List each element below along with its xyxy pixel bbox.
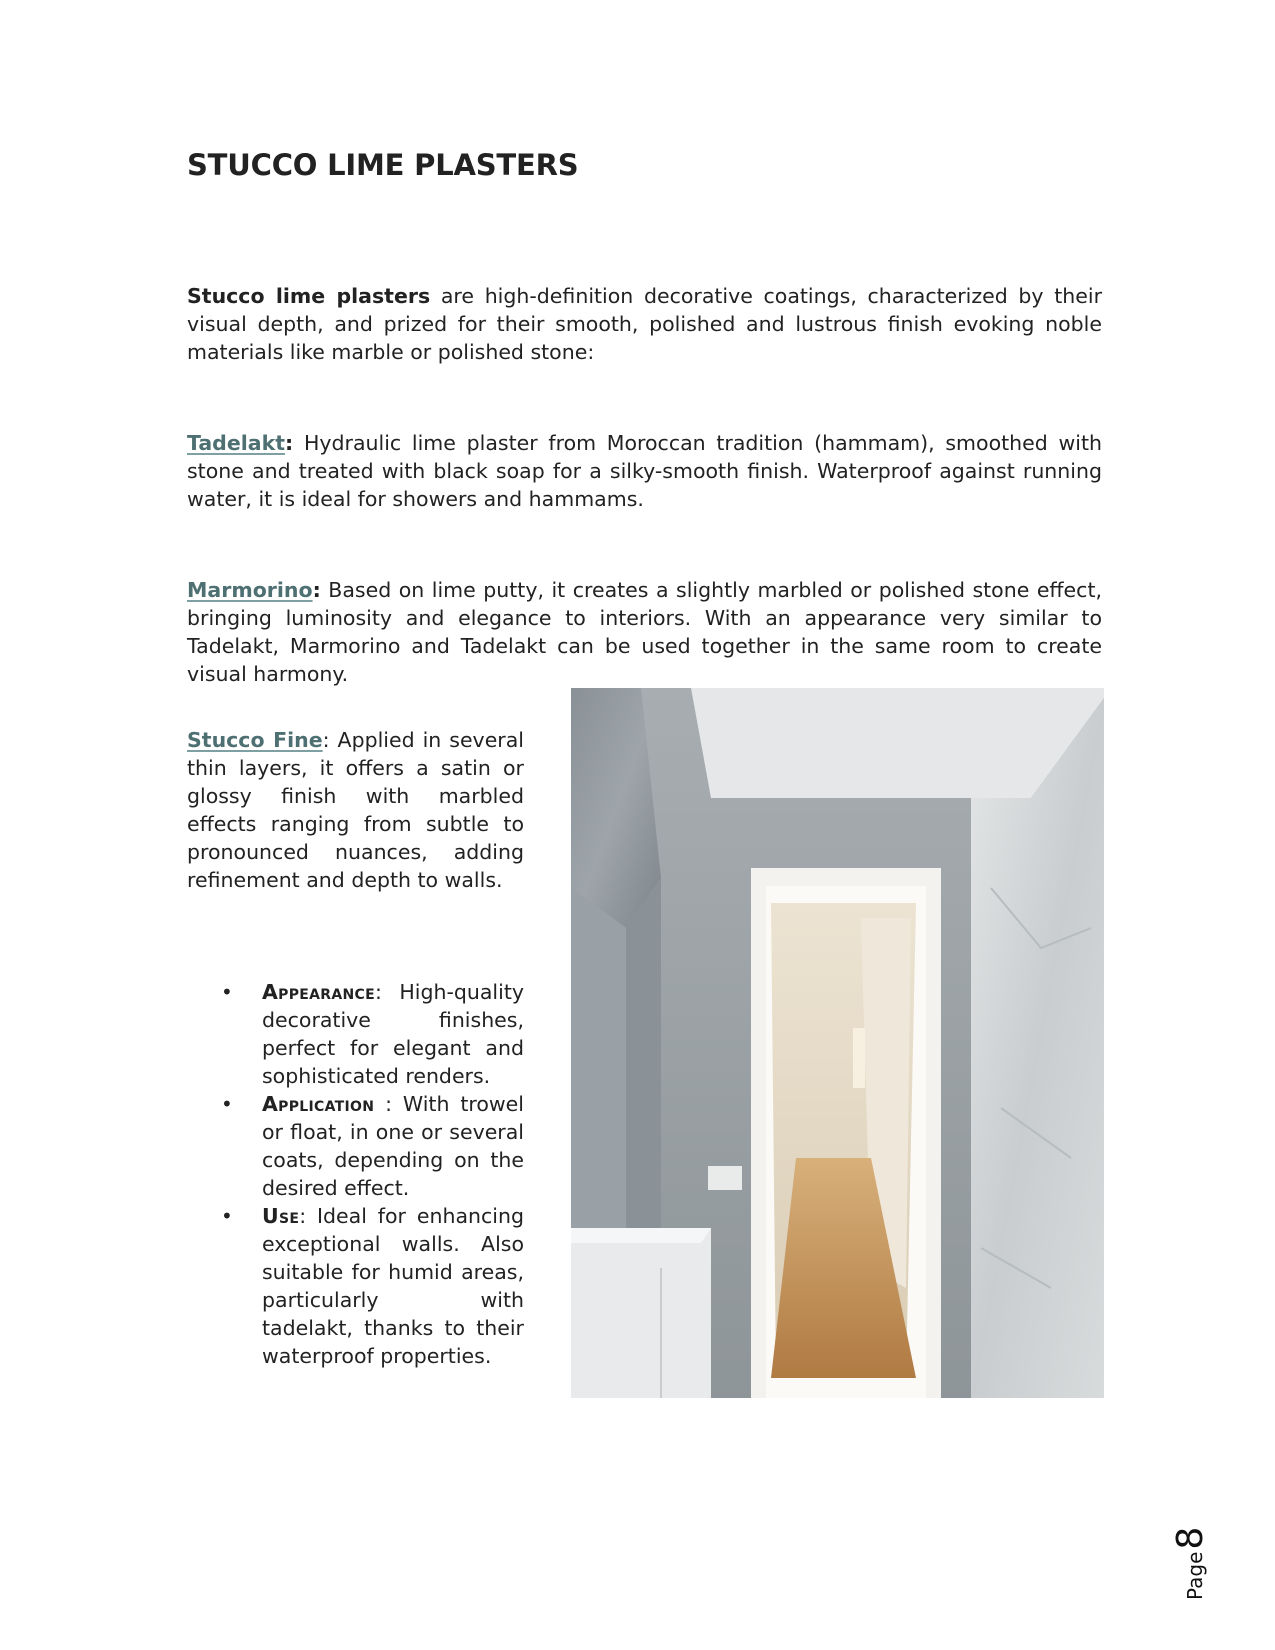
marmorino-term: Marmorino	[187, 578, 313, 602]
marmorino-colon: :	[312, 578, 321, 602]
properties-list	[187, 978, 524, 1370]
page-label: Page	[1183, 1551, 1207, 1600]
tadelakt-paragraph	[187, 429, 1102, 513]
stucco-fine-text: : Applied in several thin layers, it offers a satin or glossy finish with marbled effects ranging from subtle to pronounced nuances, adding refinement and depth to walls.	[187, 728, 524, 892]
tadelakt-text: Hydraulic lime plaster from Moroccan tradition (hammam), smoothed with stone and treated with black soap for a silky-smooth finish. Waterproof against running water, it is ideal for showers and hammams.	[187, 431, 1102, 511]
hallway-photo	[571, 688, 1104, 1398]
appearance-text: : High-quality decorative finishes, perfect for elegant and sophisticated renders.	[262, 980, 524, 1088]
page-number-area	[1170, 1480, 1210, 1600]
intro-paragraph	[187, 282, 1102, 366]
stucco-fine-paragraph	[187, 726, 524, 894]
bullet-dot: •	[221, 1204, 233, 1228]
bullet-dot: •	[221, 1092, 233, 1116]
intro-lead: Stucco lime plasters	[187, 284, 431, 308]
application-label: Application	[262, 1092, 375, 1116]
marmorino-paragraph	[187, 576, 1102, 688]
bullet-dot: •	[221, 980, 233, 1004]
use-text: : Ideal for enhancing exceptional walls. Also suitable for humid areas, particularly with tadelakt, thanks to their waterproof properties.	[262, 1204, 524, 1368]
application-text: : With trowel or float, in one or several coats, depending on the desired effect.	[262, 1092, 524, 1200]
stucco-fine-term: Stucco Fine	[187, 728, 323, 752]
list-item-application	[187, 1090, 524, 1202]
page-number: 8	[1170, 1526, 1211, 1550]
marmorino-text: Based on lime putty, it creates a slightly marbled or polished stone effect, bringing luminosity and elegance to interiors. With an appearance very similar to Tadelakt, Marmorino and Tadelakt can be used together in the same room to create visual harmony.	[187, 578, 1102, 686]
list-item-appearance	[187, 978, 524, 1090]
tadelakt-colon: :	[285, 431, 294, 455]
appearance-label: Appearance	[262, 980, 375, 1004]
intro-text: are high-definition decorative coatings, characterized by their visual depth, and prized for their smooth, polished and lustrous finish evoking noble materials like marble or polished stone:	[187, 284, 1102, 364]
use-label: Use	[262, 1204, 300, 1228]
page-title: STUCCO LIME PLASTERS	[187, 148, 579, 182]
tadelakt-term: Tadelakt	[187, 431, 286, 455]
list-item-use	[187, 1202, 524, 1370]
